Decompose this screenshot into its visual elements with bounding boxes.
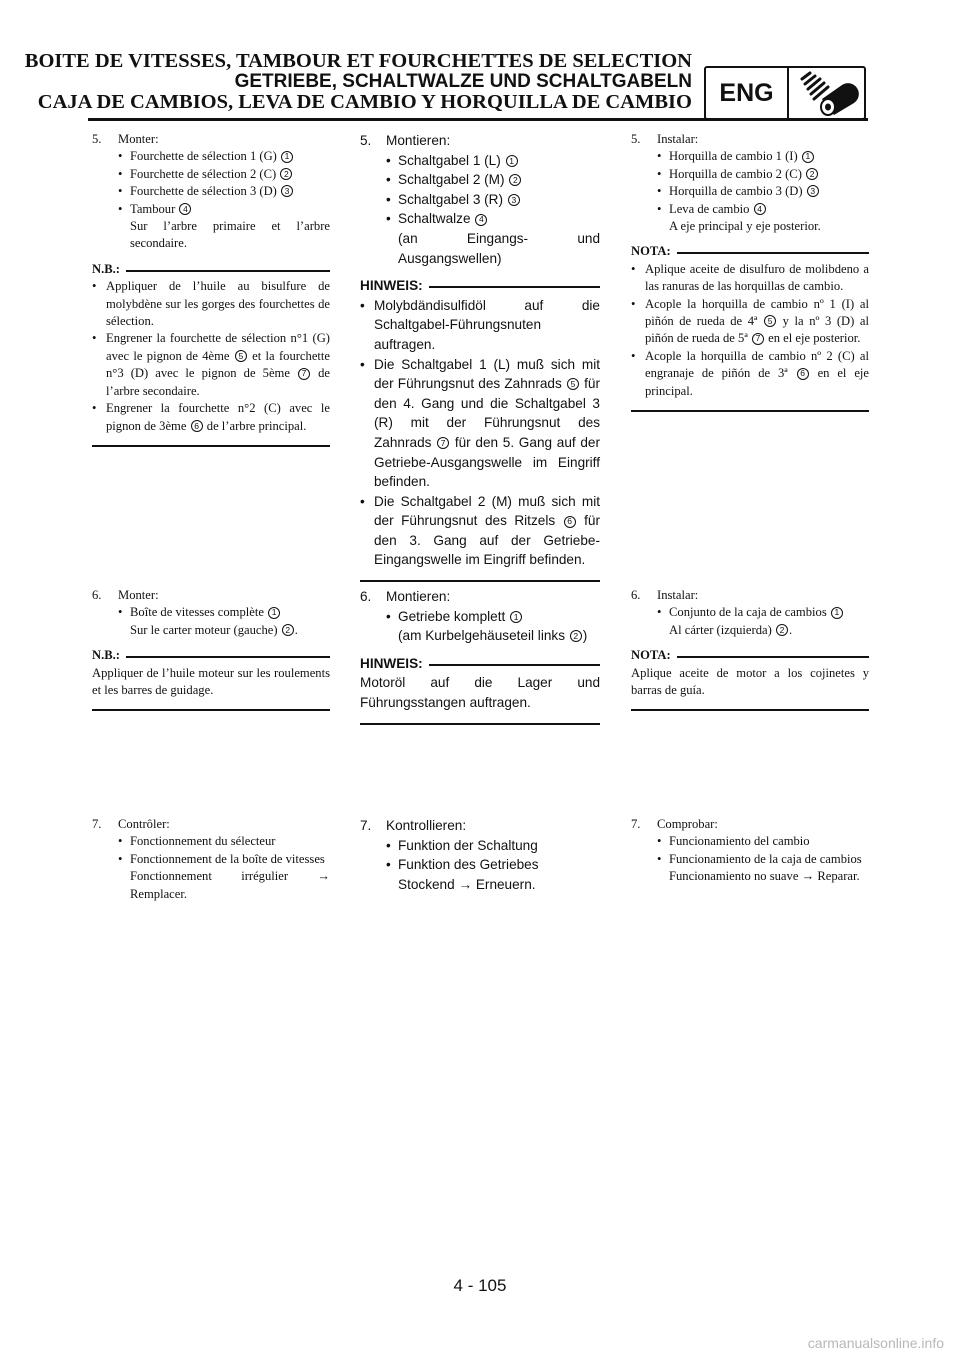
callout-1: 1 (802, 151, 814, 163)
callout-2: 2 (776, 624, 788, 636)
header-title-de: GETRIEBE, SCHALTWALZE UND SCHALTGABELN (234, 71, 692, 92)
engine-icon (789, 68, 864, 118)
item-text: Tambour (130, 201, 176, 216)
note-rule (429, 664, 600, 666)
step-title: Comprobar: (657, 817, 718, 831)
note-rule (126, 656, 330, 658)
callout-6: 6 (191, 420, 203, 432)
callout-2: 2 (570, 630, 582, 642)
step-title: Monter: (118, 588, 159, 602)
note-end-rule (360, 723, 600, 725)
note-text: Motoröl auf die Lager und Führungsstangen auftragen. (360, 675, 600, 710)
item-subtext: Funcionamiento no suave → Reparar. (669, 869, 860, 884)
note-end-rule (631, 410, 869, 412)
item-text: Schaltwalze (398, 211, 471, 227)
arrow-icon: → (317, 869, 330, 884)
item-text: Schaltgabel 3 (R) (398, 191, 504, 207)
es-step-5: 5. Instalar: • Horquilla de cambio 1 (I) 1 • Horquilla de cambio 2 (C) 2 • Horquilla de cambio 3 (D) 3 • Leva de cambio 4 A eje principal y eje posterior. NOTA: • Aplique aceite de disulfuro de molibdeno a las ranuras de las horquillas de cambio. • Acople la horquilla de cambio nº 1 (I) al piñón de rueda de 4ª 5 y la nº 3 (D) al piñón de rueda de 5ª 7 en el eje posterior. • Acople la horquilla de cambio nº 2 (C) al engranaje de piñón de 3ª 6 en el eje principal. (631, 131, 869, 412)
item-text: Fonctionnement de la boîte de vitesses (130, 851, 325, 866)
item-text: Fourchette de sélection 1 (G) (130, 149, 277, 164)
callout-5: 5 (567, 378, 579, 390)
item-text: Horquilla de cambio 1 (I) (669, 149, 798, 164)
note-rule (677, 252, 869, 254)
callout-6: 6 (797, 368, 809, 380)
callout-1: 1 (281, 151, 293, 163)
note-end-rule (92, 445, 330, 447)
item-text: Leva de cambio (669, 201, 750, 216)
item-text: Fonctionnement du sélecteur (130, 834, 276, 849)
item-text: Conjunto de la caja de cambios (669, 605, 827, 620)
step-number: 6. (631, 588, 641, 602)
note-text: Aplique aceite de motor a los cojinetes y barras de guía. (631, 665, 869, 698)
step-number: 5. (631, 132, 641, 146)
step-title: Contrôler: (118, 817, 170, 831)
note-item: Appliquer de l’huile au bisulfure de molybdène sur les gorges des fourchettes de sélection. (106, 279, 330, 329)
step-title: Kontrollieren: (386, 818, 467, 833)
note-item: Engrener la fourchette n°2 (C) avec le pignon de 3ème 6 de l’arbre principal. (106, 401, 330, 433)
step-number: 5. (92, 132, 102, 146)
callout-3: 3 (807, 185, 819, 197)
callout-7: 7 (298, 368, 310, 380)
item-subtext: (am Kurbelgehäuseteil links 2 ) (398, 628, 588, 644)
arrow-icon: → (801, 869, 815, 884)
note-label: HINWEIS: (360, 655, 423, 671)
callout-1: 1 (510, 611, 522, 623)
callout-7: 7 (752, 333, 764, 345)
note-rule (677, 656, 869, 658)
note-rule (429, 286, 600, 288)
page-number: 4 - 105 (453, 1276, 507, 1295)
note-item: Die Schaltgabel 2 (M) muß sich mit der Führungsnut des Ritzels 6 für den 3. Gang auf der Getriebe-Eingangswelle im Eingriff befinden. (374, 493, 601, 568)
item-text: Funktion des Getriebes (398, 857, 539, 873)
step-number: 6. (360, 589, 372, 604)
note-text: Appliquer de l’huile moteur sur les roulements et les barres de guidage. (92, 665, 330, 698)
es-step-6: 6. Instalar: • Conjunto de la caja de cambios 1 Al cárter (izquierda) 2 . NOTA: Aplique aceite de motor a los cojinetes y barras de guía. (631, 587, 869, 711)
eng-section-badge (704, 66, 866, 120)
item-subtext: Sur le carter moteur (gauche) 2 . (130, 622, 298, 637)
item-text: Fourchette de sélection 2 (C) (130, 166, 277, 181)
callout-1: 1 (831, 607, 843, 619)
item-subtext: Al cárter (izquierda) 2 . (669, 622, 793, 637)
note-item: Aplique aceite de disulfuro de molibdeno a las ranuras de las horquillas de cambio. (645, 261, 869, 294)
header-title-fr: BOITE DE VITESSES, TAMBOUR ET FOURCHETTES DE SELECTION (24, 50, 692, 72)
fr-step-7: 7. Contrôler: • Fonctionnement du sélecteur • Fonctionnement de la boîte de vitesses Fonctionnement irrégulier → Remplacer. (92, 816, 330, 903)
callout-6: 6 (564, 516, 576, 528)
watermark: carmanualsonline.info (807, 1335, 944, 1351)
step-number: 6. (92, 588, 102, 602)
fr-step-5: 5. Monter: • Fourchette de sélection 1 (G) 1 • Fourchette de sélection 2 (C) 2 • Fourchette de sélection 3 (D) 3 • Tambour 4 Sur l’arbre primaire et l’arbre secondaire. N.B.: • Appliquer de l’huile au bisulfure de molybdène sur les gorges des fourchettes de sélection. • Engrener la fourchette de sélection n°1 (G) avec le pignon de 4ème 5 et la fourchette n°3 (D) avec le pignon de 5ème 7 de l’arbre secondaire. • Engrener la fourchette n°2 (C) avec le pignon de 3ème 6 de l’arbre principal. (92, 131, 330, 447)
step-title: Instalar: (657, 132, 699, 146)
de-step-6: 6. Montieren: • Getriebe komplett 1 (am Kurbelgehäuseteil links 2 ) HINWEIS: Motoröl auf die Lager und Führungsstangen auftragen. (360, 587, 600, 725)
note-end-rule (92, 709, 330, 711)
item-text: Boîte de vitesses complète (130, 605, 264, 620)
callout-2: 2 (280, 168, 292, 180)
item-text: Fourchette de sélection 3 (D) (130, 184, 277, 199)
note-label: HINWEIS: (360, 278, 423, 294)
step-number: 7. (92, 817, 102, 831)
item-subtext: A eje principal y eje posterior. (669, 219, 821, 234)
callout-2: 2 (806, 168, 818, 180)
note-item: Acople la horquilla de cambio nº 2 (C) al engranaje de piñón de 3ª 6 en el eje principal. (645, 348, 870, 398)
note-item: Engrener la fourchette de sélection n°1 (G) avec le pignon de 4ème 5 et la fourchette n°3 (D) avec le pignon de 5ème 7 de l’arbre secondaire. (106, 331, 330, 398)
callout-1: 1 (506, 155, 518, 167)
item-subtext: (an Eingangs- und Ausgangswellen) (398, 230, 600, 266)
eng-label: ENG (706, 68, 789, 118)
note-item: Molybdändisulfidöl auf die Schaltgabel-Führungsnuten auftragen. (374, 297, 600, 352)
item-text: Schaltgabel 1 (L) (398, 152, 501, 168)
note-end-rule (631, 709, 869, 711)
item-subtext: Sur l’arbre primaire et l’arbre secondaire. (130, 219, 330, 251)
callout-4: 4 (179, 203, 191, 215)
callout-5: 5 (235, 350, 247, 362)
fr-step-6: 6. Monter: • Boîte de vitesses complète 1 Sur le carter moteur (gauche) 2 . N.B.: Appliquer de l’huile moteur sur les roulements et les barres de guidage. (92, 587, 330, 711)
item-subtext: Fonctionnement irrégulier → Remplacer. (130, 869, 330, 901)
callout-3: 3 (508, 194, 520, 206)
note-item: Die Schaltgabel 1 (L) muß sich mit der Führungsnut des Zahnrads 5 für den 4. Gang und die Schaltgabel 3 (R) mit der Führungsnut des Zahnrads 7 für den 5. Gang auf der Getriebe-Ausgangswelle im Eingriff befinden. (374, 356, 601, 490)
callout-4: 4 (754, 203, 766, 215)
de-step-5: 5. Montieren: • Schaltgabel 1 (L) 1 • Schaltgabel 2 (M) 2 • Schaltgabel 3 (R) 3 • Schaltwalze 4 (an Eingangs- und Ausgangswellen) HINWEIS: • Molybdändisulfidöl auf die Schaltgabel-Führungsnuten auftragen. • Die Schaltgabel 1 (L) muß sich mit der Führungsnut des Zahnrads 5 für den 4. Gang und die Schaltgabel 3 (R) mit der Führungsnut des Zahnrads 7 für den 5. Gang auf der Getriebe-Ausgangswelle im Eingriff befinden. • Die Schaltgabel 2 (M) muß sich mit der Führungsnut des Ritzels 6 für den 3. Gang auf der Getriebe-Eingangswelle im Eingriff befinden. (360, 131, 600, 582)
note-end-rule (360, 580, 600, 582)
step-number: 7. (360, 818, 372, 833)
item-text: Funktion der Schaltung (398, 837, 538, 853)
item-text: Funcionamiento de la caja de cambios (669, 851, 862, 866)
callout-4: 4 (475, 214, 487, 226)
note-label: NOTA: (631, 648, 671, 663)
callout-3: 3 (281, 185, 293, 197)
item-text: Getriebe komplett (398, 608, 506, 624)
note-label: N.B.: (92, 261, 120, 276)
step-title: Instalar: (657, 588, 699, 602)
note-label: NOTA: (631, 244, 671, 259)
item-subtext: Stockend → Erneuern. (398, 876, 536, 892)
step-number: 5. (360, 133, 372, 148)
callout-5: 5 (764, 315, 776, 327)
callout-2: 2 (509, 174, 521, 186)
item-text: Funcionamiento del cambio (669, 834, 810, 849)
step-title: Monter: (118, 132, 159, 146)
step-title: Montieren: (386, 589, 451, 604)
note-label: N.B.: (92, 648, 120, 663)
callout-7: 7 (437, 437, 449, 449)
callout-1: 1 (268, 607, 280, 619)
es-step-7: 7. Comprobar: • Funcionamiento del cambio • Funcionamiento de la caja de cambios Funcionamiento no suave → Reparar. (631, 816, 869, 886)
de-step-7: 7. Kontrollieren: • Funktion der Schaltung • Funktion des Getriebes Stockend → Erneuern. (360, 816, 600, 894)
note-item: Acople la horquilla de cambio nº 1 (I) al piñón de rueda de 4ª 5 y la nº 3 (D) al piñón de rueda de 5ª 7 en el eje posterior. (645, 296, 869, 346)
step-number: 7. (631, 817, 641, 831)
arrow-icon: → (458, 876, 473, 892)
note-rule (126, 270, 330, 272)
item-text: Horquilla de cambio 2 (C) (669, 166, 802, 181)
header-title-es: CAJA DE CAMBIOS, LEVA DE CAMBIO Y HORQUILLA DE CAMBIO (37, 91, 692, 113)
step-title: Montieren: (386, 133, 451, 148)
item-text: Schaltgabel 2 (M) (398, 172, 505, 188)
item-text: Horquilla de cambio 3 (D) (669, 184, 803, 199)
callout-2: 2 (282, 624, 294, 636)
